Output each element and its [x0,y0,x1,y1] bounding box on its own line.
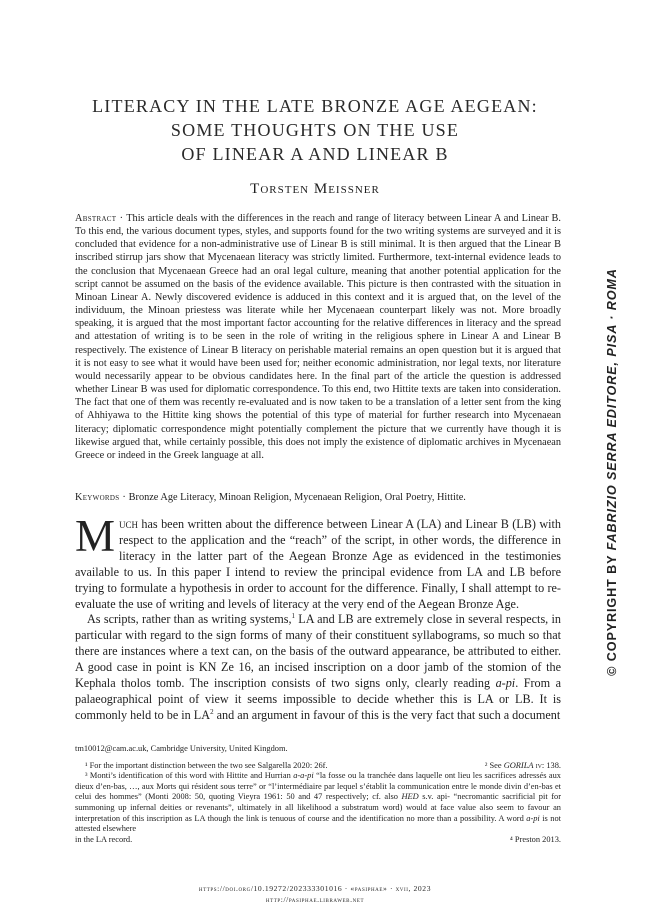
title-line-1: LITERACY IN THE LATE BRONZE AGE AEGEAN: [92,96,538,116]
copyright-publisher: FABRIZIO SERRA EDITORE, PISA · ROMA [605,268,619,551]
doi-link[interactable]: https://doi.org/10.19272/202333301016 · «pasiphae» · xvii, 2023 [198,884,432,893]
footnote-last-line [75,835,561,846]
abstract-label: Abstract · [75,213,124,224]
journal-url[interactable]: http://pasiphae.libraweb.net [265,895,365,904]
copyright-notice [603,257,621,687]
keywords-text: Bronze Age Literacy, Minoan Religion, Mycenaean Religion, Oral Poetry, Hittite. [128,492,466,503]
footnote-4: ⁴ Preston 2013. [509,834,561,844]
term-hed: HED [401,792,419,802]
footnote-3-part-d: is not attested elsewhere [75,813,562,834]
footnote-ref-2[interactable]: 2 [210,707,214,716]
footnote-1: ¹ For the important distinction between the two see Salgarella 2020: 26f. [85,760,328,770]
keywords [75,491,561,504]
footnote-2-suffix: iv: 138. [533,760,561,770]
article-title [60,94,570,166]
paragraph-lead-word: uch [119,517,139,531]
footnote-row-1-2 [75,761,561,772]
term-a-pi: a-pi [495,676,516,691]
title-line-3: OF LINEAR A AND LINEAR B [181,144,449,164]
paragraph-2-part-b: LA and LB are extremely close in several respects, in particular with regard to the sign forms of many of their constituent syllabograms, so much so that there are instances where a text can, on the basis of the outward appearance, be attributed to either. A good case in point is KN Ze 16, an incised inscription on a door jamb of the stomion of the Kephala tholos tomb. The inscription consists of two signs only, clearly reading [75,612,561,691]
footnotes [75,744,561,845]
footnote-3-part-c: s.v. api- “necromantic sacrificial pit for summoning up infernal deities or revenants”, ultimately in all likelihood a substratum word) would at face value also seem to favour an interpretation of this inscription as LA though the link is tenuous of course and the identification no more than a possibility. A word [75,792,561,823]
paragraph-2-part-a: As scripts, rather than as writing systems, [87,612,292,627]
page-footer [60,883,570,905]
title-line-2: SOME THOUGHTS ON THE USE [170,120,460,140]
paragraph-1 [75,511,561,612]
paragraph-2-part-d: and an argument in favour of this is the very fact that such a document [213,707,561,722]
paragraph-2 [75,612,561,723]
keywords-label: Keywords · [75,492,127,503]
footnote-3-part-b: “la fosse ou la tranchée dans laquelle ont lieu les sacrifices adressés aux dieux d’en-bas, …, aux Morts qui résident sous terre” or “l’intermédiaire par lequel s’établit la communication entre le monde divin d’en-bas et celui des hommes” (Monti 2008: 50, quoting Vieyra 1961: 50 and 47 respectively; cf. also [75,771,561,802]
term-a-pi-footnote: a-pi [526,813,540,823]
footnote-2 [485,761,561,772]
paragraph-2-part-c: . From a palaeographical point of view it seems impossible to decide whether this is LA or LB. It is commonly held to be in LA [75,676,561,722]
footnote-2-gorila: GORILA [503,760,534,770]
term-a-a-pi: a-a-pi [293,771,314,781]
author-name: Torsten Meissner [250,181,380,197]
footnote-2-prefix: ² See [484,760,504,770]
author-affiliation: tm10012@cam.ac.uk, Cambridge University, United Kingdom. [75,744,288,753]
copyright-prefix: © COPYRIGHT BY [605,550,619,676]
paragraph-1-text: has been written about the difference between Linear A (LA) and Linear B (LB) with respect to the application and the “reach” of the script, in other words, the difference in literacy in the latter part of the Aegean Bronze Age as evidenced in the testimonies available to us. In this paper I intend to review the principal evidence from LA and LB before trying to formulate a hypothesis in order to account for the difference. Finally, I shall attempt to re-evaluate the use of writing and levels of literacy at the very end of the Aegean Bronze Age. [75,517,561,611]
body-text [75,511,561,724]
footnote-3-part-a: ³ Monti’s identification of this word with Hittite and Hurrian [85,771,294,781]
footnote-3 [75,771,561,835]
abstract [75,212,561,462]
footnote-ref-1[interactable]: 1 [291,612,296,621]
drop-cap: M [75,511,116,561]
footnote-3-last: in the LA record. [75,834,133,844]
abstract-text: This article deals with the differences in the reach and range of literacy between Linear A and Linear B. To this end, the various document types, styles, and supports found for the two writing systems are surveyed and it is concluded that evidence for a non-administrative use of Linear B is still minimal. It is then argued that the Linear B inscribed stirrup jars show that Mycenaean literacy was strictly limited. Furthermore, text-internal evidence leads to the conclusion that Mycenaean Greece had an oral legal culture, meaning that another potential application for the script cannot be assumed on the basis of the evidence available. This picture is then contrasted with the situation in Minoan Linear A. Newly discovered evidence is adduced in this context and it is argued that, on the level of the individuum, the Minoan priestess was literate while her Mycenaean counterpart likely was not. More broadly speaking, it is argued that the most important factor accounting for the relative differences in literacy and the spread and attestation of writing is to be seen in the role of writing in the religious sphere in Linear A and Linear B respectively. The existence of Linear B literacy on perishable material remains an open question but it is argued that it is not easy to see what it would have been used for; neither economic administration, nor legal texts, nor literature would necessarily appear to be obvious candidates here. In the final part of the article the question is addressed whether Linear B was used for diplomatic correspondence. To this end, two Hittite texts are taken into consideration. The fact that one of them was recently re-evaluated and is now taken to be a translation of a letter sent from the king of Ahhiyawa to the Hittite king shows the potential of this type of material for further research into Mycenaean literacy; diplomatic correspondence might potentially complement the picture that we currently have though it is likewise argued that, while certainly possible, this does not imply the existence of diplomatic archives in Mycenaean Greece or indeed in the Greek language at all. [75,213,561,461]
